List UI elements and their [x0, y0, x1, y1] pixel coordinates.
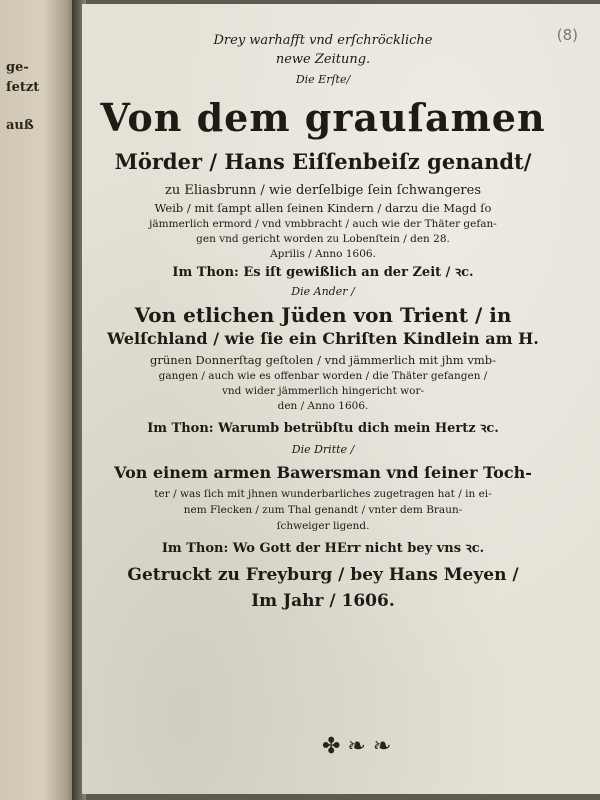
- left-page: [0, 0, 78, 800]
- first-title: Von dem grauſamen: [100, 95, 546, 140]
- second-body-line: gangen / auch wie es offenbar worden / die Thäter gefangen /: [158, 370, 488, 382]
- third-tune: Im Thon: Wo Gott der HErr nicht bey vns ꝛc.: [161, 541, 485, 556]
- first-body-line: Weib / mit ſampt allen ſeinen Kindern / darzu die Magd ſo: [154, 201, 492, 215]
- second-body-large: Welſchland / wie ſie ein Chriſten Kindlein am H.: [107, 329, 539, 348]
- second-tune: Im Thon: Warumb betrübſtu dich mein Hertz ꝛc.: [147, 421, 499, 436]
- second-label: Die Ander /: [291, 285, 355, 298]
- heading-line1: Drey warhafft vnd erſchröckliche: [213, 33, 433, 48]
- left-fragment: auß: [6, 118, 34, 133]
- left-fragment: ſetzt: [6, 80, 40, 95]
- third-body-line: ter / was ſich mit jhnen wunderbarliches zugetragen hat / in ei-: [154, 488, 492, 500]
- imprint-line1: Getruckt zu Freyburg / bey Hans Meyen /: [127, 565, 519, 585]
- second-body-line: grünen Donnerſtag geſtolen / vnd jämmerlich mit jhm vmb-: [150, 353, 496, 367]
- first-body-line: zu Eliasbrunn / wie derſelbige ſein ſchwangeres: [165, 183, 481, 198]
- third-body-line: ſchweiger ligend.: [276, 520, 370, 532]
- second-body-line: vnd wider jämmerlich hingericht wor-: [221, 385, 425, 397]
- title-page: [82, 4, 600, 794]
- third-title: Von einem armen Bawersman vnd ſeiner Toch-: [114, 463, 532, 482]
- third-label: Die Dritte /: [291, 443, 355, 456]
- first-title-2: Mörder / Hans Eiſſenbeiſz genandt/: [114, 149, 532, 174]
- first-tune: Im Thon: Es iſt gewißlich an der Zeit / ꝛc.: [172, 265, 474, 280]
- left-fragment: ge-: [6, 60, 29, 75]
- first-label: Die Erſte/: [295, 73, 351, 86]
- first-body-line: gen vnd gericht worden zu Lobenſtein / den 28.: [196, 233, 450, 245]
- third-body-line: nem Flecken / zum Thal genandt / vnter dem Braun-: [183, 504, 463, 516]
- heading-line2: newe Zeitung.: [275, 52, 371, 67]
- folio-number: (8): [556, 26, 578, 44]
- ornament-flourish: ✤ ❧ ❧: [322, 734, 392, 759]
- first-body-line: Aprilis / Anno 1606.: [270, 248, 376, 260]
- second-title: Von etlichen Jüden von Trient / in: [134, 303, 512, 327]
- imprint-line2: Im Jahr / 1606.: [251, 591, 395, 611]
- first-body-line: jämmerlich ermord / vnd vmbbracht / auch wie der Thäter gefan-: [149, 218, 497, 230]
- second-body-line: den / Anno 1606.: [277, 400, 369, 412]
